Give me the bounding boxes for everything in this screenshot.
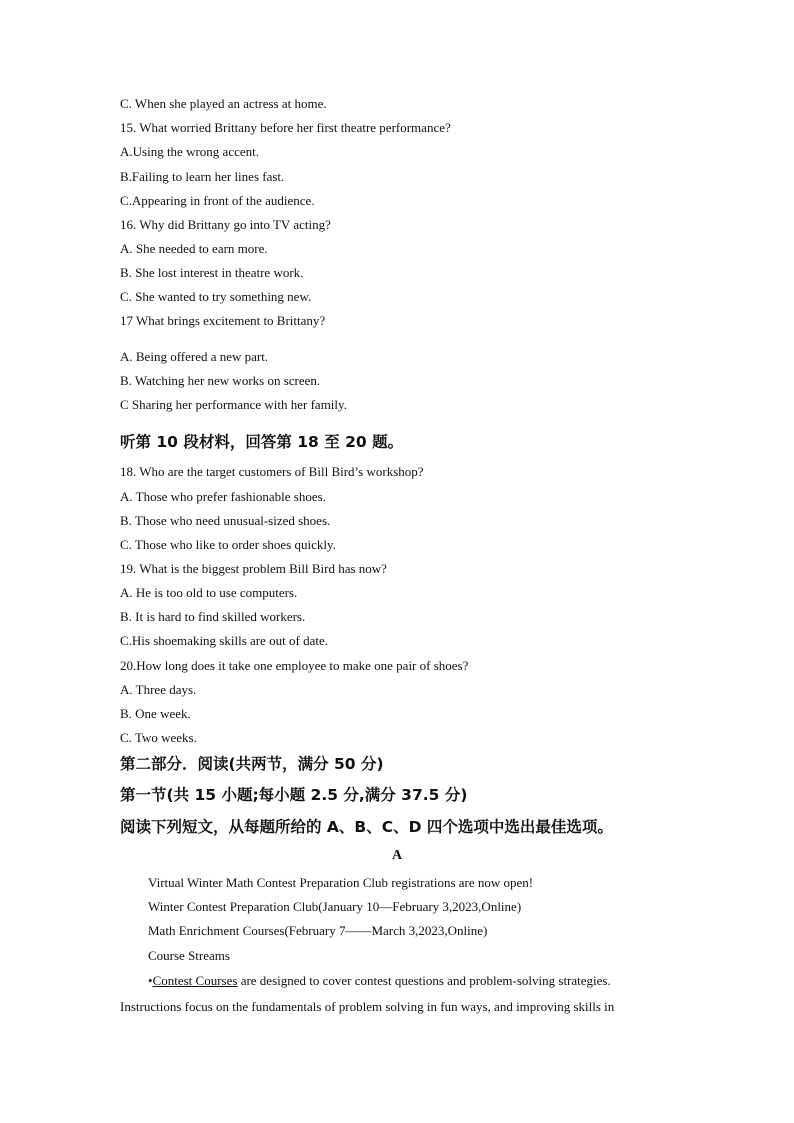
passage-line-4: Course Streams [148, 948, 230, 963]
q14-option-c: C. When she played an actress at home. [120, 96, 327, 111]
part2-heading: 第二部分．阅读(共两节，满分 50 分) [120, 755, 384, 773]
q20-option-a: A. Three days. [120, 682, 197, 697]
part2-instruction: 阅读下列短文，从每题所给的 A、B、C、D 四个选项中选出最佳选项。 [120, 818, 613, 836]
q18-option-b: B. Those who need unusual-sized shoes. [120, 513, 331, 528]
q19-option-a: A. He is too old to use computers. [120, 585, 298, 600]
q19-option-c: C.His shoemaking skills are out of date. [120, 633, 328, 648]
q16-question: 16. Why did Brittany go into TV acting? [120, 217, 331, 232]
section10-heading: 听第 10 段材料，回答第 18 至 20 题。 [120, 433, 404, 451]
q20-option-b: B. One week. [120, 706, 191, 721]
passage-label: A [391, 848, 403, 863]
q18-option-c: C. Those who like to order shoes quickly. [120, 537, 336, 552]
q16-option-a: A. She needed to earn more. [120, 241, 268, 256]
q17-option-b: B. Watching her new works on screen. [120, 373, 321, 388]
q15-option-c: C.Appearing in front of the audience. [120, 193, 315, 208]
contest-courses-link[interactable]: Contest Courses [152, 973, 238, 988]
passage-line-6: Instructions focus on the fundamentals of problem solving in fun ways, and improving skills in [120, 999, 615, 1014]
passage-line-3: Math Enrichment Courses(February 7——March 3,2023,Online) [148, 923, 488, 938]
q19-option-b: B. It is hard to find skilled workers. [120, 609, 306, 624]
q17-question: 17 What brings excitement to Brittany? [120, 313, 326, 328]
bullet: • [148, 973, 153, 988]
q17-option-c: C Sharing her performance with her family. [120, 397, 347, 412]
q18-option-a: A. Those who prefer fashionable shoes. [120, 489, 326, 504]
q18-question: 18. Who are the target customers of Bill Bird’s workshop? [120, 464, 424, 479]
q15-option-a: A.Using the wrong accent. [120, 144, 259, 159]
part2-section1-heading: 第一节(共 15 小题;每小题 2.5 分,满分 37.5 分) [120, 786, 468, 804]
q19-question: 19. What is the biggest problem Bill Bird has now? [120, 561, 387, 576]
q15-question: 15. What worried Brittany before her first theatre performance? [120, 120, 451, 135]
passage-bullet-line [148, 973, 611, 989]
bullet-line-text: are designed to cover contest questions and problem-solving strategies. [237, 973, 611, 988]
passage-line-1: Virtual Winter Math Contest Preparation Club registrations are now open! [148, 875, 534, 890]
q15-option-b: B.Failing to learn her lines fast. [120, 169, 285, 184]
q16-option-b: B. She lost interest in theatre work. [120, 265, 304, 280]
q17-option-a: A. Being offered a new part. [120, 349, 269, 364]
q20-option-c: C. Two weeks. [120, 730, 197, 745]
passage-line-2: Winter Contest Preparation Club(January 10—February 3,2023,Online) [148, 899, 522, 914]
q16-option-c: C. She wanted to try something new. [120, 289, 312, 304]
q20-question: 20.How long does it take one employee to make one pair of shoes? [120, 658, 469, 673]
